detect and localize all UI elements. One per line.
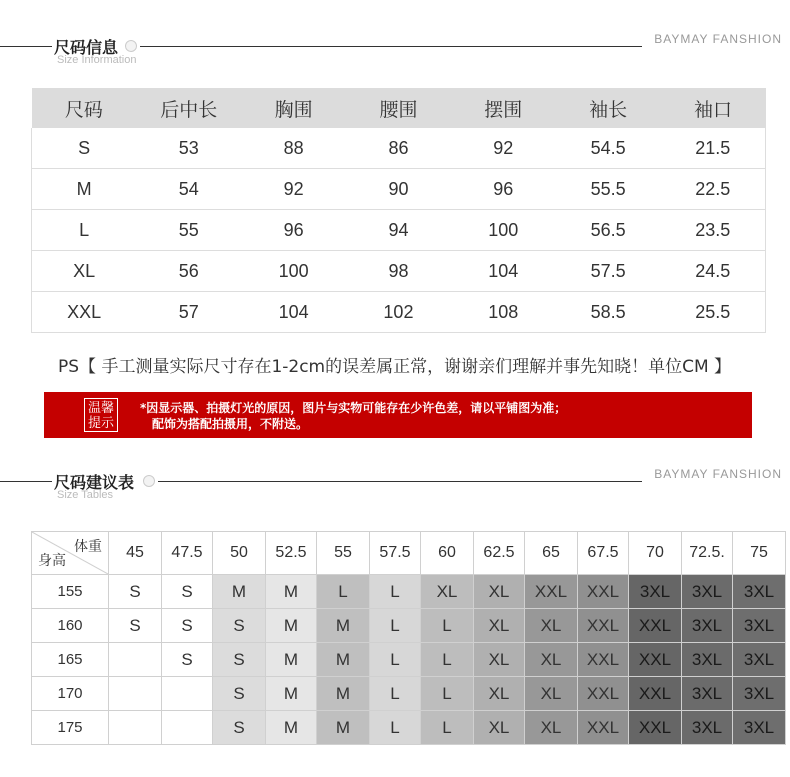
notice-badge-line2: 提示 <box>87 416 114 431</box>
size-cell: S <box>162 575 213 609</box>
size-cell: L <box>421 643 474 677</box>
size-cell: XL <box>474 711 525 745</box>
table-cell: 96 <box>241 210 346 251</box>
size-cell: S <box>213 677 266 711</box>
size-cell: XL <box>525 677 578 711</box>
brand-name: BAYMAY FANSHION <box>654 467 782 481</box>
size-cell: XL <box>525 609 578 643</box>
table-row <box>32 128 766 169</box>
size-cell: XL <box>474 575 525 609</box>
size-cell: 3XL <box>629 575 682 609</box>
table-cell: 96 <box>451 169 556 210</box>
size-info-title: 尺码信息 <box>54 38 119 57</box>
size-cell: 3XL <box>733 677 786 711</box>
table-cell: XXL <box>32 292 137 333</box>
size-cell: 3XL <box>682 575 733 609</box>
header-rule-right <box>140 46 642 47</box>
size-cell: XXL <box>629 711 682 745</box>
size-info-subtitle: Size Information <box>57 54 137 66</box>
table-cell: 100 <box>451 210 556 251</box>
table-row <box>32 643 786 677</box>
table-row <box>32 210 766 251</box>
size-cell: 3XL <box>733 643 786 677</box>
size-cell: M <box>266 575 317 609</box>
table-cell: 22.5 <box>661 169 766 210</box>
size-table-column-header: 尺码 <box>32 88 137 128</box>
size-cell: XXL <box>629 609 682 643</box>
size-cell <box>109 677 162 711</box>
size-cell: L <box>370 609 421 643</box>
size-cell: XXL <box>578 609 629 643</box>
size-cell: L <box>421 711 474 745</box>
size-cell: M <box>266 677 317 711</box>
table-cell: M <box>32 169 137 210</box>
size-cell: 3XL <box>682 609 733 643</box>
size-cell: M <box>317 711 370 745</box>
weight-header: 62.5 <box>474 532 525 575</box>
brand-name: BAYMAY FANSHION <box>654 32 782 46</box>
height-label: 155 <box>32 575 109 609</box>
table-cell: 98 <box>346 251 451 292</box>
title-dot-icon <box>143 475 155 487</box>
size-cell: XXL <box>629 677 682 711</box>
header-rule-right <box>158 481 642 482</box>
table-cell: 86 <box>346 128 451 169</box>
table-cell: 54 <box>136 169 241 210</box>
size-cell: S <box>213 609 266 643</box>
size-cell: 3XL <box>682 643 733 677</box>
table-cell: 94 <box>346 210 451 251</box>
weight-header: 60 <box>421 532 474 575</box>
weight-header: 75 <box>733 532 786 575</box>
table-cell: L <box>32 210 137 251</box>
size-table-column-header: 摆围 <box>451 88 556 128</box>
size-cell: L <box>370 711 421 745</box>
size-table-column-header: 腰围 <box>346 88 451 128</box>
table-cell: 88 <box>241 128 346 169</box>
size-table-column-header: 后中长 <box>136 88 241 128</box>
table-row <box>32 575 786 609</box>
weight-header: 52.5 <box>266 532 317 575</box>
table-cell: 92 <box>451 128 556 169</box>
size-cell: M <box>317 643 370 677</box>
size-cell: M <box>266 609 317 643</box>
notice-line2: 配饰为搭配拍摄用，不附送。 <box>152 417 309 431</box>
table-cell: 58.5 <box>556 292 661 333</box>
size-info-header <box>0 30 790 70</box>
height-label: 160 <box>32 609 109 643</box>
table-cell: 54.5 <box>556 128 661 169</box>
weight-header: 55 <box>317 532 370 575</box>
weight-header: 72.5. <box>682 532 733 575</box>
weight-header: 57.5 <box>370 532 421 575</box>
size-cell: 3XL <box>682 677 733 711</box>
weight-header: 45 <box>109 532 162 575</box>
size-table-column-header: 袖口 <box>661 88 766 128</box>
height-label: 165 <box>32 643 109 677</box>
size-cell: L <box>370 643 421 677</box>
height-label: 175 <box>32 711 109 745</box>
table-cell: 56.5 <box>556 210 661 251</box>
table-row <box>32 169 766 210</box>
table-cell: 90 <box>346 169 451 210</box>
table-cell: 55 <box>136 210 241 251</box>
size-cell: M <box>266 711 317 745</box>
size-cell: M <box>266 643 317 677</box>
table-cell: 53 <box>136 128 241 169</box>
weight-header: 47.5 <box>162 532 213 575</box>
table-cell: 57.5 <box>556 251 661 292</box>
table-row <box>32 292 766 333</box>
size-table-subtitle: Size Tables <box>57 489 114 501</box>
rec-header-row <box>32 532 786 575</box>
weight-header: 70 <box>629 532 682 575</box>
size-cell <box>162 711 213 745</box>
size-cell: L <box>370 677 421 711</box>
size-cell: S <box>109 609 162 643</box>
table-cell: 100 <box>241 251 346 292</box>
table-cell: 23.5 <box>661 210 766 251</box>
size-table-header <box>0 465 790 505</box>
corner-cell <box>32 532 109 575</box>
size-cell: XL <box>474 677 525 711</box>
corner-weight-label: 体重 <box>74 538 102 554</box>
size-cell: M <box>213 575 266 609</box>
size-cell: L <box>421 609 474 643</box>
size-cell: M <box>317 609 370 643</box>
measurement-note: PS【 手工测量实际尺寸存在1-2cm的误差属正常，谢谢亲们理解并事先知晓！单位CM 】 <box>58 357 732 377</box>
size-table-column-header: 胸围 <box>241 88 346 128</box>
weight-header: 50 <box>213 532 266 575</box>
table-cell: 104 <box>241 292 346 333</box>
size-cell: XL <box>474 609 525 643</box>
size-table-header-row <box>32 88 766 128</box>
size-cell: XL <box>525 711 578 745</box>
size-cell: XXL <box>525 575 578 609</box>
notice-badge-line1: 温馨 <box>87 401 114 416</box>
size-cell: 3XL <box>733 711 786 745</box>
table-cell: 56 <box>136 251 241 292</box>
table-cell: 108 <box>451 292 556 333</box>
size-cell: S <box>162 609 213 643</box>
table-row <box>32 251 766 292</box>
table-cell: 55.5 <box>556 169 661 210</box>
size-cell: XL <box>525 643 578 677</box>
table-cell: 25.5 <box>661 292 766 333</box>
size-cell: 3XL <box>733 575 786 609</box>
size-cell: L <box>317 575 370 609</box>
table-cell: 92 <box>241 169 346 210</box>
size-cell: M <box>317 677 370 711</box>
weight-header: 65 <box>525 532 578 575</box>
size-cell <box>162 677 213 711</box>
table-cell: XL <box>32 251 137 292</box>
height-label: 170 <box>32 677 109 711</box>
header-rule-left <box>0 46 52 47</box>
size-cell: 3XL <box>733 609 786 643</box>
size-cell <box>109 643 162 677</box>
notice-banner <box>44 392 752 438</box>
size-cell: S <box>162 643 213 677</box>
table-row <box>32 711 786 745</box>
table-row <box>32 609 786 643</box>
size-cell: S <box>109 575 162 609</box>
size-cell: S <box>213 643 266 677</box>
size-cell: XXL <box>578 643 629 677</box>
size-cell: XL <box>421 575 474 609</box>
weight-header: 67.5 <box>578 532 629 575</box>
notice-line1: *因显示器、拍摄灯光的原因，图片与实物可能存在少许色差，请以平铺图为准； <box>140 401 567 415</box>
size-cell: L <box>421 677 474 711</box>
size-cell: L <box>370 575 421 609</box>
table-cell: 102 <box>346 292 451 333</box>
size-cell: XXL <box>629 643 682 677</box>
size-cell: S <box>213 711 266 745</box>
notice-badge <box>84 398 118 432</box>
size-info-table <box>31 88 766 333</box>
table-cell: 21.5 <box>661 128 766 169</box>
size-table-column-header: 袖长 <box>556 88 661 128</box>
corner-height-label: 身高 <box>38 552 66 568</box>
size-recommendation-table <box>31 531 786 745</box>
size-cell: XXL <box>578 711 629 745</box>
size-cell <box>109 711 162 745</box>
header-rule-left <box>0 481 52 482</box>
size-cell: XL <box>474 643 525 677</box>
size-table-title: 尺码建议表 <box>54 473 135 492</box>
notice-text <box>140 400 566 432</box>
size-cell: XXL <box>578 677 629 711</box>
table-cell: 57 <box>136 292 241 333</box>
table-cell: S <box>32 128 137 169</box>
size-cell: XXL <box>578 575 629 609</box>
table-cell: 24.5 <box>661 251 766 292</box>
size-table-body <box>32 128 766 333</box>
table-row <box>32 677 786 711</box>
table-cell: 104 <box>451 251 556 292</box>
title-dot-icon <box>125 40 137 52</box>
size-cell: 3XL <box>682 711 733 745</box>
